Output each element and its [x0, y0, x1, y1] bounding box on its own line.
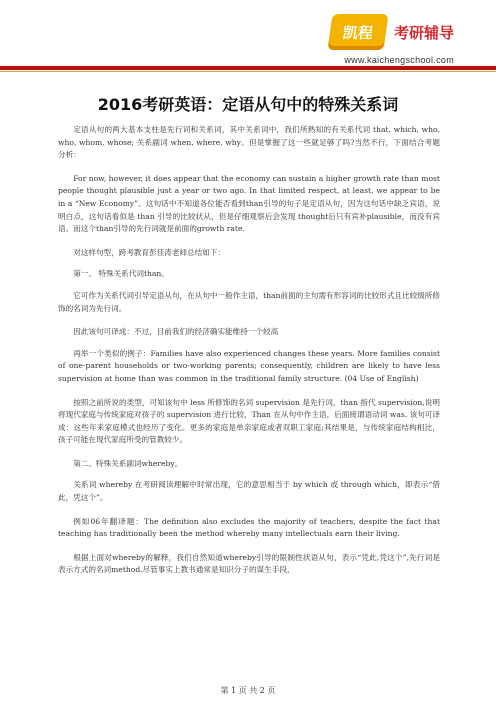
- paragraph: 再举一个类似的例子：Families have also experienced changes these years. More families consist of one-parent households or two-working parents; consequently, children are likely to have less supervision at home than was common in the traditional family structure. (04 Use of English): [58, 348, 440, 383]
- paragraph: 按照之前所说的类型，可知该句中 less 所修饰的名词 supervision 是先行词，than 指代 supervision,说明将现代家庭与传统家庭对孩子的 supervision 进行比较，Than 在从句中作主语，后面接谓语动词 was. 该句可译成：这些年来家庭模式也经历了变化。更多的家庭是单亲家庭或者双职工家庭;其结果是，与传统家庭结构相比，孩子可能在现代家庭所受的管教较少。: [58, 397, 440, 445]
- site-url: www.kaichengschool.com: [344, 55, 454, 65]
- logo-text: 考研辅导: [393, 23, 454, 42]
- page-number-footer: 第 1 页 共 2 页: [220, 686, 276, 695]
- header-divider-accent: [0, 71, 496, 72]
- paragraph: For now, however, it does appear that the economy can sustain a higher growth rate than most people thought plausible just a year or two ago. In that limited respect, at least, we appear to be in a “New Economy”。这句话中不知道各位能否看到than引导的句子是定语从句，因为这句话中缺乏宾语，说明白点，这句话看似是 than 引导的比较状从，但是仔细观察后会发现 thought后只有宾补plausible，而没有宾语。而这个than引导的先行词就是前面的growth rate.: [58, 173, 440, 234]
- page-title: 2016考研英语：定语从句中的特殊关系词: [97, 95, 399, 114]
- paragraph: 根据上面对whereby的解释，我们自然知道whereby引导的限制性状语从句，表示“凭此,凭这个”,先行词是表示方式的名词method.尽管事实上教书通常是知识分子的谋生手段，: [58, 552, 440, 575]
- page-header: [0, 0, 496, 76]
- paragraph: 定语从句的两大基本支柱是先行词和关系词，其中关系词中，我们所熟知的有关系代词 that, which, who, who, whom, whose; 关系副词 when, where, why。但是掌握了这一些就足够了吗?当然不行，下面结合考题分析：: [58, 125, 440, 160]
- paragraph: 例如06年翻译题：The definition also excludes the majority of teachers, despite the fact that teaching has traditionally been the method whereby many intellectuals earn their living.: [58, 516, 440, 539]
- logo-badge: 凯程: [327, 14, 388, 50]
- brand-logo: [330, 14, 454, 50]
- section-heading: 第二、特殊关系副词whereby。: [73, 458, 183, 468]
- article-body: [58, 124, 440, 588]
- paragraph: 关系词 whereby 在考研阅读理解中时常出现，它的意思相当于 by which 或 through which，即表示“借此，凭这个”。: [58, 480, 440, 503]
- section-heading: 第一、 特殊关系代词than。: [73, 269, 169, 279]
- paragraph: 对这样句型，跨考教育彭佳涛老师总结如下：: [73, 247, 226, 257]
- header-divider: [0, 66, 496, 70]
- paragraph: 因此该句可译成：不过，目前我们的经济确实能维持一个较高: [73, 327, 279, 337]
- paragraph: 它可作为关系代词引导定语从句，在从句中一般作主语，than前面的主句需有形容词的比较形式且比较级所修饰的名词为先行词。: [58, 290, 440, 313]
